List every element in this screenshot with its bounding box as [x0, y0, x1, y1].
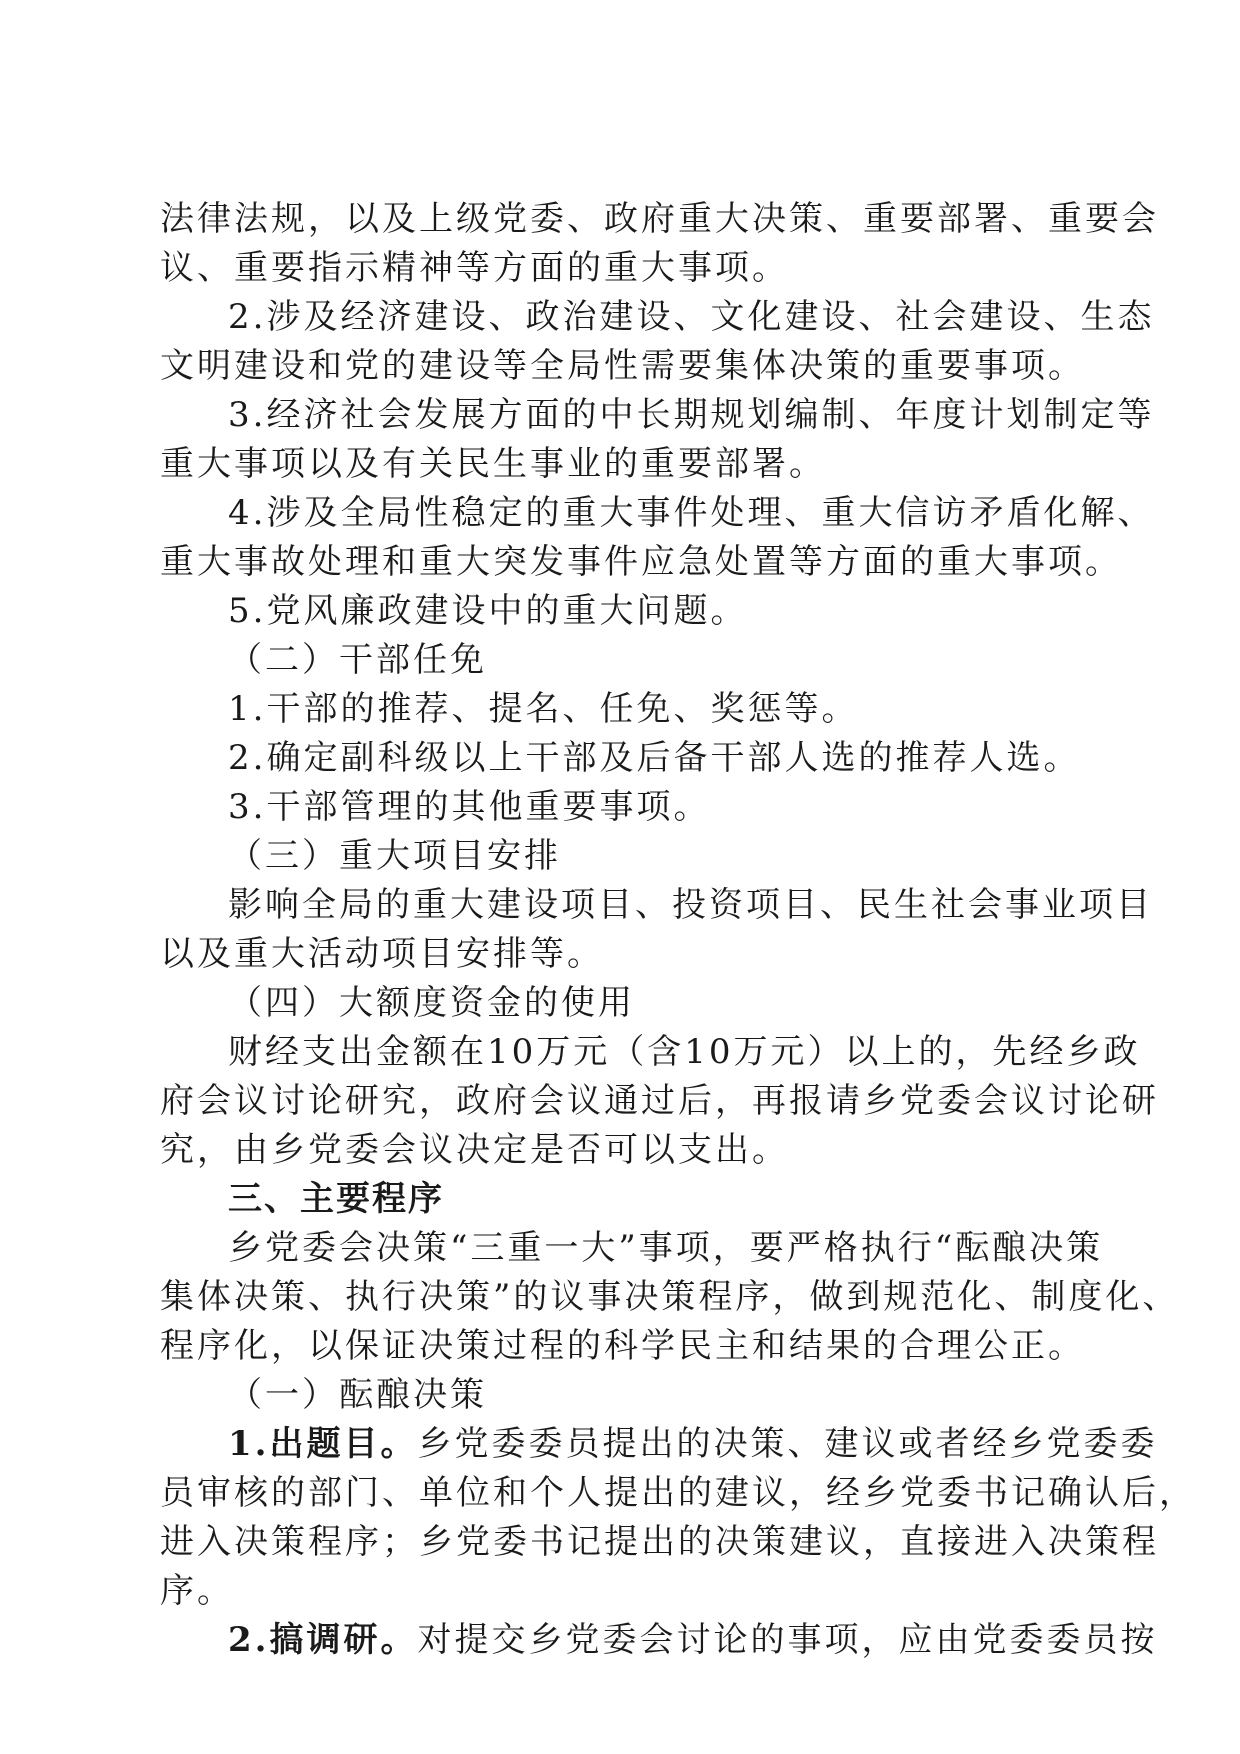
- list-item-line: 1.干部的推荐、提名、任免、奖惩等。: [228, 689, 859, 729]
- list-item-line: 3.干部管理的其他重要事项。: [228, 787, 711, 827]
- step-line: [160, 1420, 1158, 1469]
- body-line: 议、重要指示精神等方面的重大事项。: [160, 248, 789, 288]
- step-title: 1.出题目。: [228, 1424, 418, 1464]
- body-line: 集体决策、执行决策”的议事决策程序，做到规范化、制度化、: [160, 1277, 1180, 1317]
- body-line: 究，由乡党委会议决定是否可以支出。: [160, 1130, 789, 1170]
- list-item-line: 5.党风廉政建设中的重大问题。: [228, 591, 748, 631]
- list-item-line: 2.确定副科级以上干部及后备干部人选的推荐人选。: [228, 738, 1081, 778]
- body-line: 文明建设和党的建设等全局性需要集体决策的重要事项。: [160, 346, 1085, 386]
- step-text: 乡党委委员提出的决策、建议或者经乡党委委: [417, 1424, 1158, 1464]
- step-line: [160, 1616, 1158, 1665]
- paragraph-line: 财经支出金额在10万元（含10万元）以上的，先经乡政: [228, 1032, 1141, 1072]
- body-line: 府会议讨论研究，政府会议通过后，再报请乡党委会议讨论研: [160, 1081, 1159, 1121]
- step-text: 对提交乡党委会讨论的事项，应由党委委员按: [417, 1620, 1158, 1660]
- section-heading: 三、主要程序: [228, 1179, 444, 1219]
- body-line: 重大事故处理和重大突发事件应急处置等方面的重大事项。: [160, 542, 1122, 582]
- list-item-line: 2.涉及经济建设、政治建设、文化建设、社会建设、生态: [228, 297, 1155, 337]
- subsection-heading: （二）干部任免: [228, 640, 487, 680]
- list-item-line: 3.经济社会发展方面的中长期规划编制、年度计划制定等: [228, 395, 1155, 435]
- step-title: 2.搞调研。: [228, 1620, 418, 1660]
- body-line: 程序化，以保证决策过程的科学民主和结果的合理公正。: [160, 1326, 1085, 1366]
- body-line: 进入决策程序；乡党委书记提出的决策建议，直接进入决策程: [160, 1522, 1159, 1562]
- document-page: [160, 195, 1196, 1665]
- subsection-heading: （四）大额度资金的使用: [228, 983, 635, 1023]
- list-item-line: 4.涉及全局性稳定的重大事件处理、重大信访矛盾化解、: [228, 493, 1155, 533]
- body-line: 法律法规，以及上级党委、政府重大决策、重要部署、重要会: [160, 199, 1159, 239]
- paragraph-line: 乡党委会决策“三重一大”事项，要严格执行“酝酿决策: [228, 1228, 1104, 1268]
- body-line: 员审核的部门、单位和个人提出的建议，经乡党委书记确认后，: [160, 1473, 1196, 1513]
- paragraph-line: 影响全局的重大建设项目、投资项目、民生社会事业项目: [228, 885, 1153, 925]
- body-line: 以及重大活动项目安排等。: [160, 934, 604, 974]
- subsection-heading: （一）酝酿决策: [228, 1375, 487, 1415]
- subsection-heading: （三）重大项目安排: [228, 836, 561, 876]
- body-line: 重大事项以及有关民生事业的重要部署。: [160, 444, 826, 484]
- body-line: 序。: [160, 1571, 234, 1611]
